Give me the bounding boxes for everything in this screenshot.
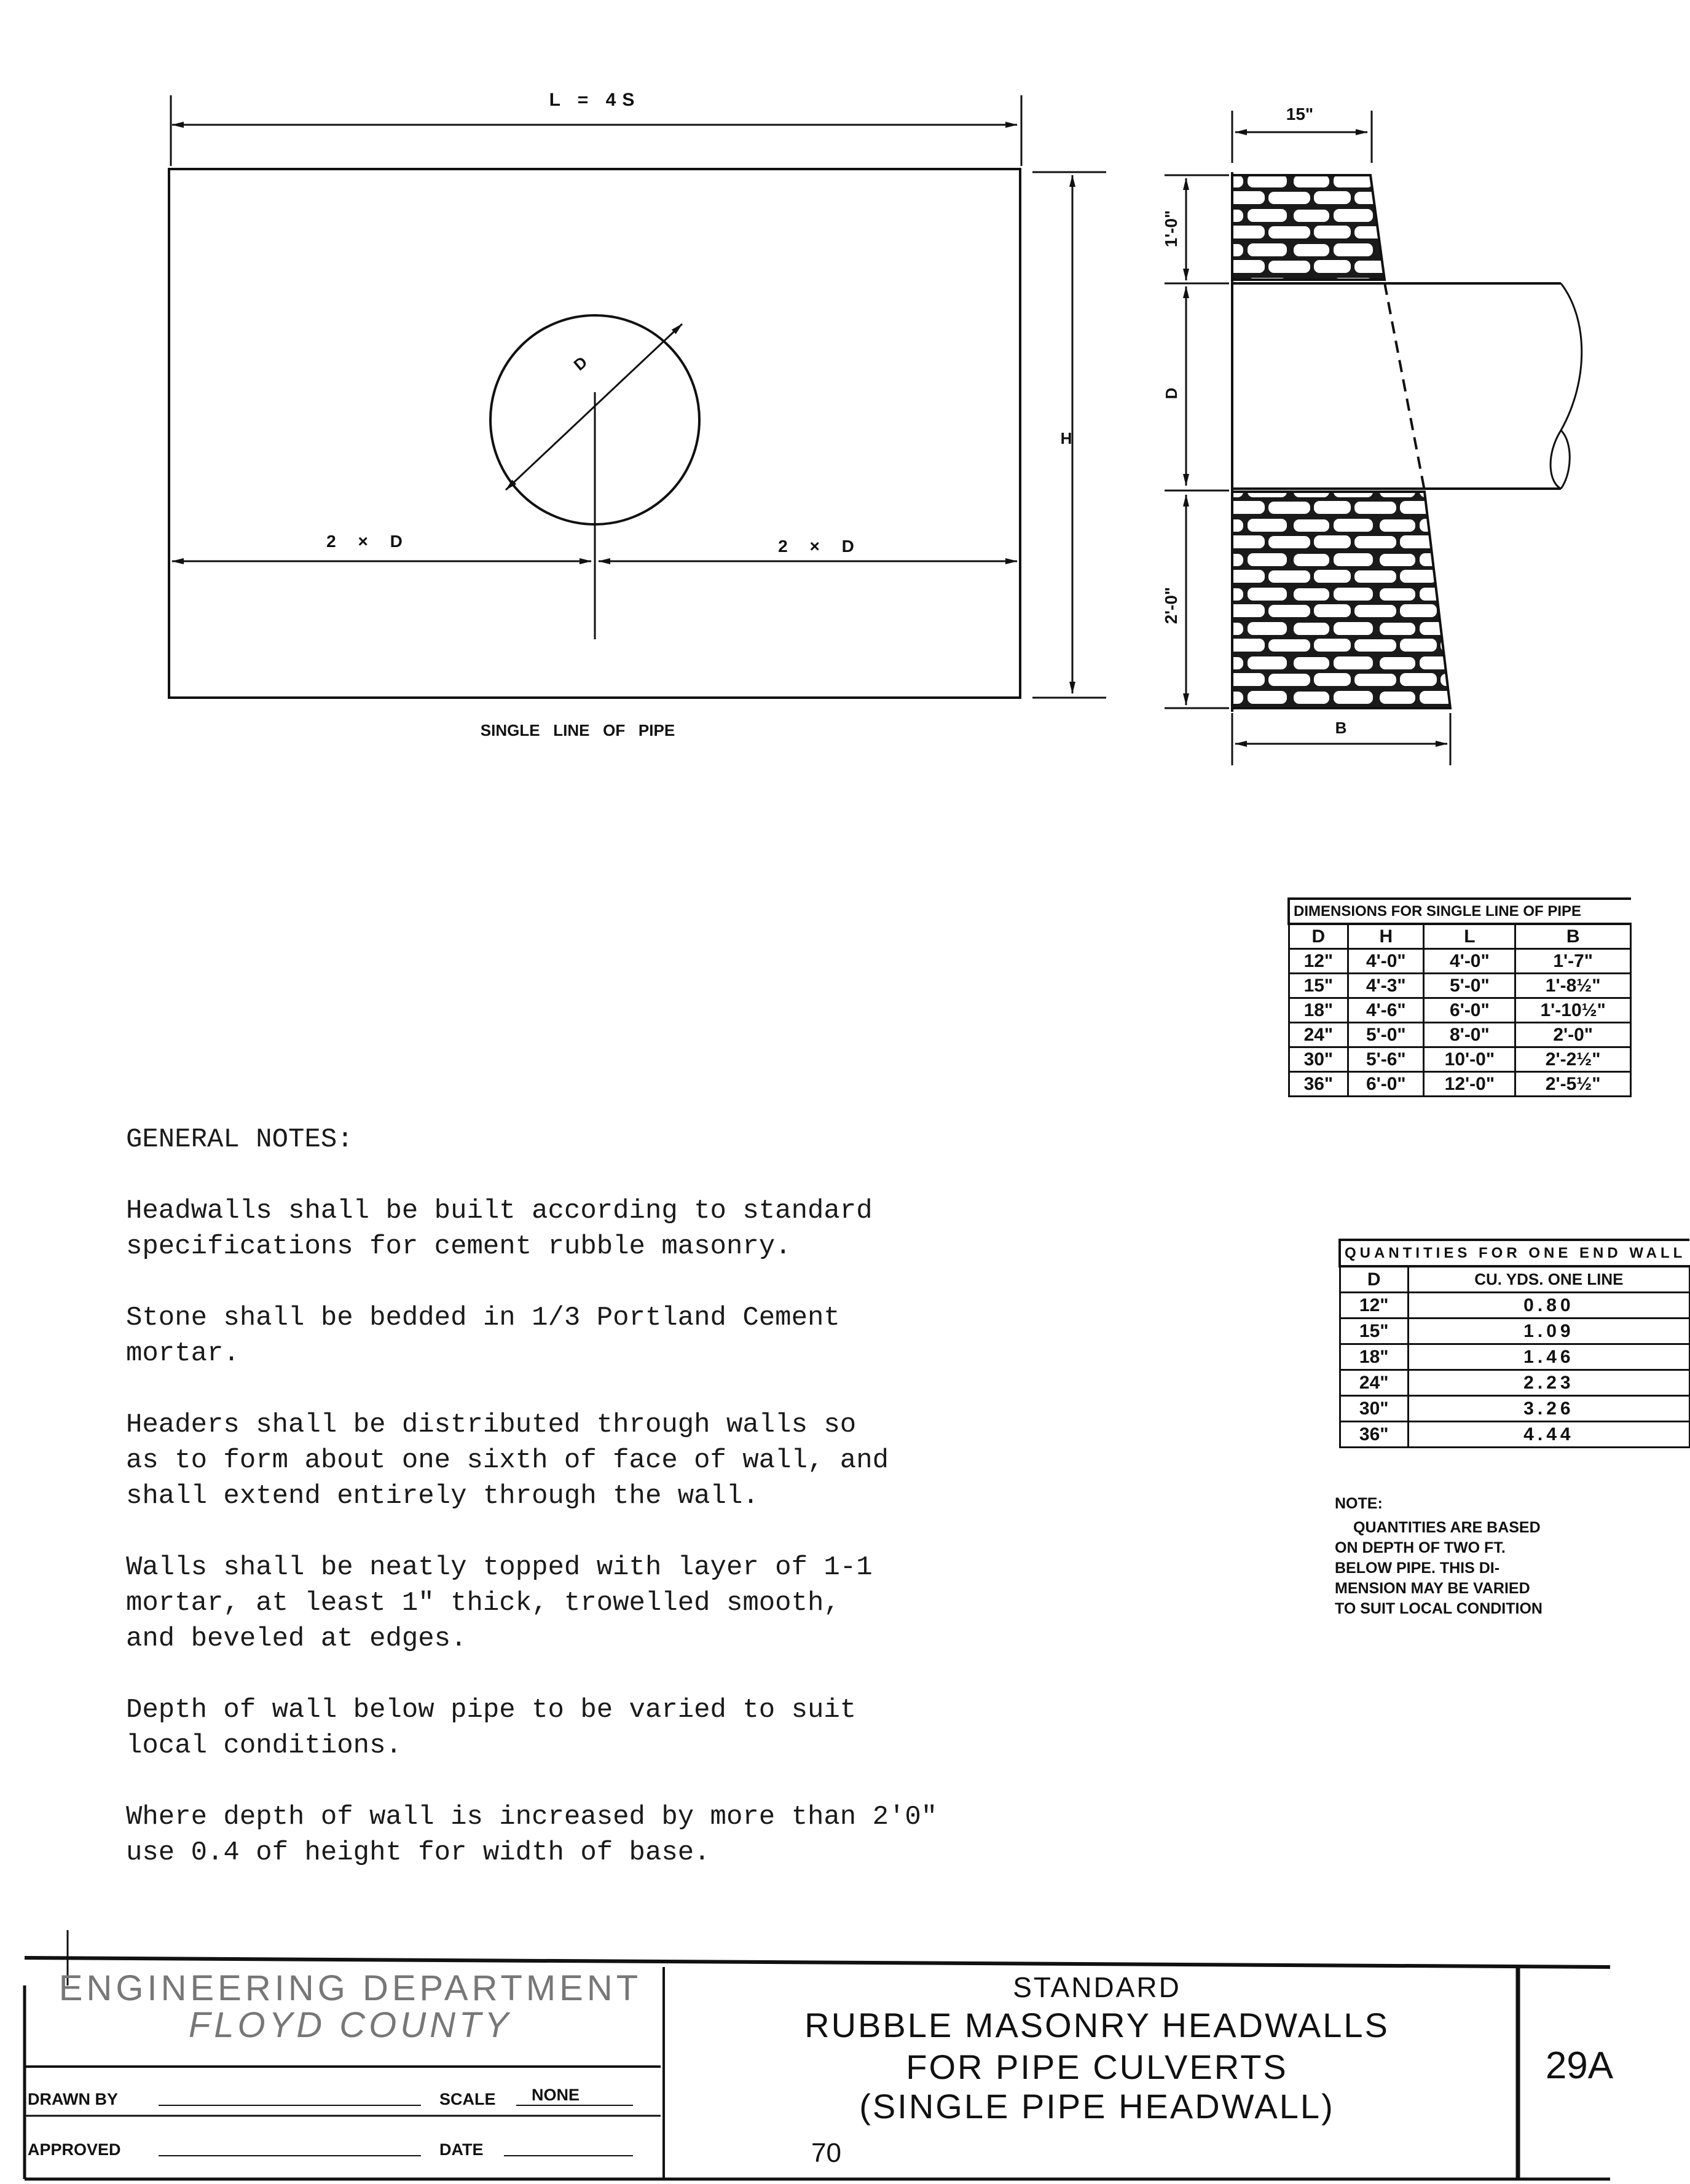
table-row <box>1289 1072 1631 1097</box>
cell-d: 18" <box>1289 998 1348 1023</box>
cell-h: 4'-0" <box>1348 949 1424 974</box>
cell-b: 1'-7" <box>1515 949 1631 974</box>
cell-d: 36" <box>1340 1422 1408 1448</box>
cell-b: 2'-0" <box>1515 1023 1631 1047</box>
general-note: Depth of wall below pipe to be varied to suit local conditions. <box>126 1695 857 1761</box>
dimensions-table-caption: DIMENSIONS FOR SINGLE LINE OF PIPE <box>1289 899 1631 924</box>
pipe-diameter-label: D <box>570 352 591 374</box>
drawn-by-label: DRAWN BY <box>28 2090 118 2108</box>
title-block-top-border <box>25 1958 1610 1967</box>
dimensions-table <box>1287 897 1632 1097</box>
cell-b: 2'-2½" <box>1515 1047 1631 1072</box>
general-note: Where depth of wall is increased by more than 2'0" use 0.4 of height for width of base. <box>126 1802 938 1868</box>
cell-l: 5'-0" <box>1424 974 1515 998</box>
page-number: 70 <box>811 2138 841 2168</box>
cell-b: 2'-5½" <box>1515 1072 1631 1097</box>
upper-masonry <box>1232 175 1385 280</box>
table-row <box>1340 1396 1689 1422</box>
cell-d: 12" <box>1340 1293 1408 1319</box>
cell-d: 36" <box>1289 1072 1348 1097</box>
date-label: DATE <box>439 2140 484 2159</box>
general-note: Headwalls shall be built according to standard specifications for cement rubble masonry. <box>126 1196 873 1262</box>
base-width-label: B <box>1335 719 1347 737</box>
elevation-caption: SINGLE LINE OF PIPE <box>480 721 675 739</box>
cell-h: 5'-6" <box>1348 1047 1424 1072</box>
pipe-break-line <box>1550 283 1582 489</box>
cell-volume: 1.09 <box>1408 1319 1689 1344</box>
quantities-note-title: NOTE: <box>1335 1495 1383 1512</box>
quantities-note-line: MENSION MAY BE VARIED <box>1335 1580 1530 1597</box>
quantities-note-line: TO SUIT LOCAL CONDITION <box>1335 1600 1543 1617</box>
right-offset-label: 2 × D <box>778 537 863 556</box>
quantities-header-volume: CU. YDS. ONE LINE <box>1408 1266 1689 1293</box>
title-standard: STANDARD <box>1013 1971 1181 2003</box>
pipe-break-curl <box>1561 430 1570 489</box>
department-name <box>43 1970 658 2044</box>
bottom-depth-label: 2'-0" <box>1161 586 1181 625</box>
cell-b: 1'-8½" <box>1515 974 1631 998</box>
dimensions-table-header-row <box>1289 924 1631 949</box>
height-label: H <box>1060 429 1072 447</box>
cell-h: 4'-3" <box>1348 974 1424 998</box>
quantities-table-caption: QUANTITIES FOR ONE END WALL <box>1340 1240 1689 1266</box>
cell-h: 5'-0" <box>1348 1023 1424 1047</box>
cell-d: 15" <box>1289 974 1348 998</box>
table-row <box>1340 1370 1689 1396</box>
quantities-header-d: D <box>1340 1266 1408 1293</box>
cell-l: 4'-0" <box>1424 949 1515 974</box>
general-note: Walls shall be neatly topped with layer of 1-1 mortar, at least 1" thick, trowelled smooth, and beveled at edges. <box>126 1552 873 1654</box>
length-label: L = 4S <box>549 90 641 110</box>
title-main: RUBBLE MASONRY HEADWALLS <box>804 2006 1389 2044</box>
cell-d: 30" <box>1289 1047 1348 1072</box>
lower-masonry <box>1232 492 1450 708</box>
general-notes <box>126 1122 1079 1906</box>
scale-label: SCALE <box>439 2090 496 2108</box>
cell-l: 6'-0" <box>1424 998 1515 1023</box>
cell-d: 18" <box>1340 1344 1408 1370</box>
cell-h: 4'-6" <box>1348 998 1424 1023</box>
wall-hidden-back-face <box>1385 283 1425 491</box>
top-depth-label: 1'-0" <box>1161 210 1181 248</box>
table-row <box>1289 1047 1631 1072</box>
cell-d: 30" <box>1340 1396 1408 1422</box>
cell-volume: 1.46 <box>1408 1344 1689 1370</box>
sheet-number: 29A <box>1545 2044 1614 2087</box>
general-notes-heading: GENERAL NOTES: <box>126 1124 353 1155</box>
cell-d: 12" <box>1289 949 1348 974</box>
department-line: ENGINEERING DEPARTMENT <box>58 1968 642 2008</box>
cell-h: 6'-0" <box>1348 1072 1424 1097</box>
table-row <box>1340 1319 1689 1344</box>
cell-volume: 2.23 <box>1408 1370 1689 1396</box>
quantities-note-line: QUANTITIES ARE BASED <box>1353 1519 1541 1536</box>
cell-d: 15" <box>1340 1319 1408 1344</box>
cell-l: 10'-0" <box>1424 1047 1515 1072</box>
dimensions-header-d: D <box>1289 924 1348 949</box>
cell-volume: 3.26 <box>1408 1396 1689 1422</box>
approved-label: APPROVED <box>28 2140 121 2159</box>
dimensions-header-l: L <box>1424 924 1515 949</box>
scale-value: NONE <box>532 2086 580 2104</box>
table-row <box>1289 949 1631 974</box>
county-line: FLOYD COUNTY <box>188 2005 513 2045</box>
left-offset-label: 2 × D <box>326 532 411 551</box>
cell-b: 1'-10½" <box>1515 998 1631 1023</box>
general-note: Stone shall be bedded in 1/3 Portland Cement mortar. <box>126 1303 840 1369</box>
section-view <box>1165 111 1582 765</box>
elevation-view <box>169 95 1106 698</box>
quantities-note <box>1335 1494 1624 1619</box>
top-width-label: 15" <box>1286 104 1314 124</box>
title-sub: FOR PIPE CULVERTS <box>906 2048 1288 2086</box>
cell-d: 24" <box>1340 1370 1408 1396</box>
table-row <box>1289 974 1631 998</box>
quantities-table-caption-row <box>1340 1240 1689 1266</box>
quantities-note-line: ON DEPTH OF TWO FT. <box>1335 1539 1506 1556</box>
quantities-table-header-row <box>1340 1266 1689 1293</box>
quantities-note-line: BELOW PIPE. THIS DI- <box>1335 1559 1500 1577</box>
quantities-table <box>1338 1239 1690 1448</box>
general-note: Headers shall be distributed through walls so as to form about one sixth of face of wall, and shall extend entirely through the wall. <box>126 1409 889 1512</box>
table-row <box>1289 998 1631 1023</box>
cell-l: 12'-0" <box>1424 1072 1515 1097</box>
table-row <box>1289 1023 1631 1047</box>
table-row <box>1340 1293 1689 1319</box>
cell-volume: 4.44 <box>1408 1422 1689 1448</box>
cell-d: 24" <box>1289 1023 1348 1047</box>
cell-l: 8'-0" <box>1424 1023 1515 1047</box>
dimensions-header-h: H <box>1348 924 1424 949</box>
table-row <box>1340 1344 1689 1370</box>
title-detail: (SINGLE PIPE HEADWALL) <box>859 2087 1335 2126</box>
dimensions-header-b: B <box>1515 924 1631 949</box>
cell-volume: 0.80 <box>1408 1293 1689 1319</box>
dimensions-table-caption-row <box>1289 899 1631 924</box>
section-pipe-label: D <box>1162 387 1181 400</box>
table-row <box>1340 1422 1689 1448</box>
